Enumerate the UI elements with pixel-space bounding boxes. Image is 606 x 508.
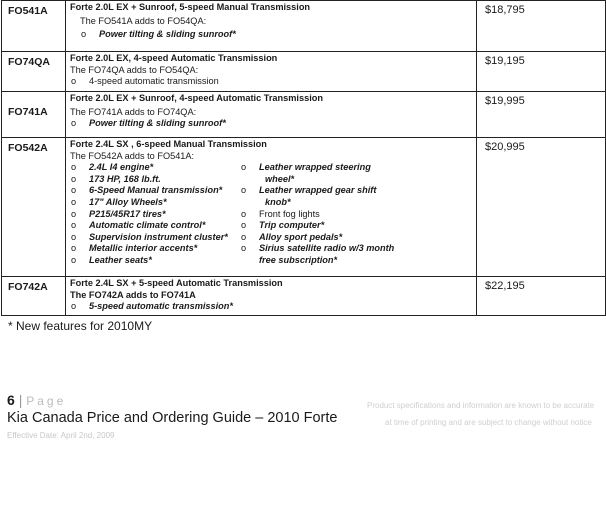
model-title: Forte 2.4L SX + 5-speed Automatic Transmission: [70, 278, 283, 288]
model-subtitle: The FO742A adds to FO741A: [70, 289, 196, 300]
bullet-icon: o: [71, 76, 77, 87]
price-table: [1, 0, 606, 316]
list-item: o Leather wrapped gear shift knob*: [241, 185, 377, 207]
feature-columns: [70, 162, 472, 266]
price: $22,195: [477, 277, 606, 316]
effective-date: Effective Date: April 2nd, 2009: [7, 431, 115, 440]
list-item: o 5-speed automatic transmission*: [71, 301, 233, 312]
bullet-icon: o: [71, 243, 77, 254]
list-item: o Metallic interior accents*: [71, 243, 198, 254]
bullet-icon: o: [71, 173, 77, 184]
list-item: o 6-Speed Manual transmission*: [71, 185, 223, 196]
price: $20,995: [477, 138, 606, 277]
feature-list-right: [240, 162, 460, 266]
list-item: o 17" Alloy Wheels*: [71, 196, 167, 207]
list-item: o Alloy sport pedals*: [241, 231, 343, 242]
list-item: o 173 HP, 168 lb.ft.: [71, 173, 161, 184]
model-title: Forte 2.0L EX + Sunroof, 4-speed Automatic Transmission: [70, 93, 323, 103]
bullet-icon: o: [71, 254, 77, 265]
list-item: o Power tilting & sliding sunroof*: [81, 29, 236, 40]
list-item: o Supervision instrument cluster*: [71, 231, 228, 242]
bullet-icon: o: [241, 185, 247, 196]
bullet-icon: o: [71, 196, 77, 207]
model-subtitle: The FO74QA adds to FO54QA:: [70, 64, 199, 75]
table-row: [2, 52, 606, 92]
bullet-icon: o: [241, 208, 247, 219]
list-item: o P215/45R17 tires*: [71, 208, 166, 219]
list-item: o Leather seats*: [71, 254, 152, 265]
model-description: [66, 277, 477, 316]
table-row: [2, 1, 606, 52]
list-item: o Sirius satellite radio w/3 month free subscription*: [241, 243, 395, 265]
list-item: o Leather wrapped steering wheel*: [241, 162, 371, 184]
bullet-icon: o: [71, 220, 77, 231]
bullet-icon: o: [71, 185, 77, 196]
model-code: FO74QA: [2, 52, 66, 92]
bullet-icon: o: [241, 162, 247, 173]
price: $18,795: [477, 1, 606, 52]
table-row: [2, 138, 606, 277]
model-code: FO541A: [2, 1, 66, 52]
model-description: [66, 138, 477, 277]
bullet-icon: o: [81, 29, 87, 40]
feature-list-left: [70, 162, 240, 266]
model-title: Forte 2.4L SX , 6-speed Manual Transmission: [70, 139, 267, 149]
bullet-icon: o: [71, 231, 77, 242]
list-item: o Front fog lights: [241, 208, 320, 219]
bullet-icon: o: [241, 220, 247, 231]
model-subtitle: The FO542A adds to FO541A:: [70, 150, 195, 161]
disclaimer-line-1: Product specifications and information are known to be accurate: [367, 401, 595, 410]
model-description: [66, 52, 477, 92]
model-code: FO741A: [2, 92, 66, 138]
model-code: FO742A: [2, 277, 66, 316]
page-number: 6 | Page: [7, 392, 67, 408]
bullet-icon: o: [71, 162, 77, 173]
model-description: [66, 1, 477, 52]
list-item: o Power tilting & sliding sunroof*: [71, 118, 226, 129]
document-title: Kia Canada Price and Ordering Guide – 2010 Forte: [7, 410, 338, 426]
bullet-icon: o: [71, 301, 77, 312]
disclaimer-line-2: at time of printing and are subject to change without notice: [385, 418, 592, 427]
bullet-icon: o: [241, 231, 247, 242]
model-title: Forte 2.0L EX + Sunroof, 5-speed Manual Transmission: [70, 2, 311, 12]
price: $19,195: [477, 52, 606, 92]
footnote: * New features for 2010MY: [8, 319, 153, 333]
model-subtitle: The FO541A adds to FO54QA:: [80, 15, 207, 26]
model-description: [66, 92, 477, 138]
bullet-icon: o: [241, 243, 247, 254]
model-code: FO542A: [2, 138, 66, 277]
price: $19,995: [477, 92, 606, 138]
model-title: Forte 2.0L EX, 4-speed Automatic Transmission: [70, 53, 278, 63]
list-item: o Automatic climate control*: [71, 220, 206, 231]
bullet-icon: o: [71, 208, 77, 219]
bullet-icon: o: [71, 118, 77, 129]
table-row: [2, 277, 606, 316]
list-item: o 4-speed automatic transmission: [71, 76, 219, 87]
list-item: o 2.4L I4 engine*: [71, 162, 154, 173]
model-subtitle: The FO741A adds to FO74QA:: [70, 106, 197, 117]
list-item: o Trip computer*: [241, 220, 325, 231]
table-row: [2, 92, 606, 138]
